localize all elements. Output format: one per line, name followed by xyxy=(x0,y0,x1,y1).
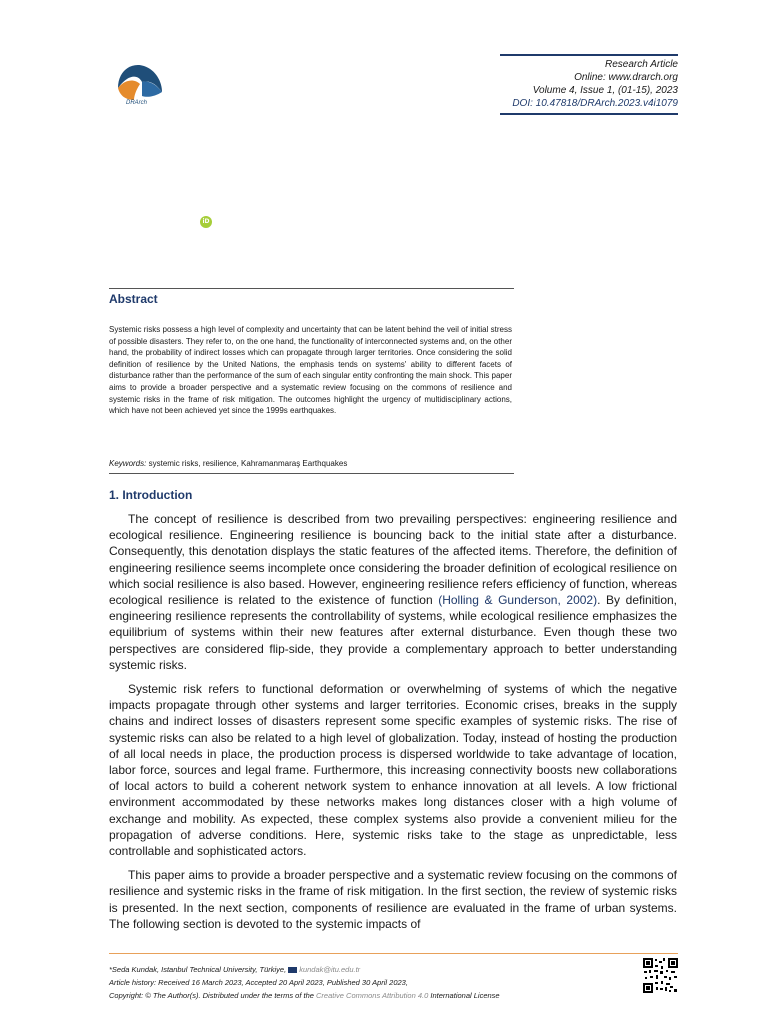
article-history: Article history: Received 16 March 2023, Accepted 20 April 2023, Published 30 April 2023, xyxy=(109,978,408,987)
body-text xyxy=(109,511,677,940)
paragraph-1: The concept of resilience is described from two prevailing perspectives: engineering resilience and ecological resilience. Engineering resilience is bouncing back to the initial state after a disturbance. Consequently, this denotation displays the static features of the affected items. Therefore, the definition of engineering resilience seems incomplete once considering the broader definition of ecological resilience on which social resilience is also based. However, engineering resilience refers efficiency of function, whereas ecological resilience is related to the existence of function (Holling & Gunderson, 2002). By definition, engineering resilience represents the controllability of systems, while ecological resilience emphasizes the equilibrium of systems within their new features after external disturbance. Even though these two perspectives are considered flip-side, they provide a complementary approach to better understanding systemic risks. xyxy=(109,512,678,672)
mail-icon xyxy=(288,967,297,973)
keywords-label: Keywords: xyxy=(109,459,147,468)
section-title-introduction: 1. Introduction xyxy=(109,488,193,502)
keywords xyxy=(109,459,347,468)
article-info-box xyxy=(500,54,678,115)
license-link[interactable]: Creative Commons Attribution 4.0 xyxy=(316,991,429,1000)
paragraph-2: Systemic risk refers to functional deformation or overwhelming of systems of which the negative impacts propagate through other systems and larger territories. Economic crises, breaks in the supply chains and indirect losses of disasters represent some specific examples of systemic risks. The rise of systemic risks can also be related to a high level of globalization. Today, instead of hosting the production of all local needs in place, the production process is dispersed worldwide to take advantage of location, labor force, sources and legal frame. Furthermore, this increasing connectivity boosts new collaborations of local actors to build a coherent network system to enhance innovation at all levels. A low frictional environment accommodated by these networks makes long distances closer with a high volume of exchange and mobility. As expected, these complex systems also provide a convenient milieu for the propagation of adverse conditions. Here, systemic risks take to the stage as unpredictable, less controllable and sophisticated actors. xyxy=(109,682,677,859)
abstract-text: Systemic risks possess a high level of complexity and uncertainty that can be latent behind the veil of initial stress of possible disasters. They refer to, on the one hand, the functionality of interconnected systems and, on the other hand, the probability of indirect losses which can propagate through larger territories. Once considering the solid definition of resilience by the United Nations, the emphasis tends on systems' ability to different facets of disturbance rather than the performance of the sum of each singular entity confronting the main shock. This paper aims to provide a broader perspective and a systematic review focusing on the commons of resilience and systemic risks in the frame of risk mitigation. The outcomes highlight the urgency of multidisciplinary actions, which have not been achieved yet since the 1999s earthquakes. xyxy=(109,325,512,416)
article-type: Research Article xyxy=(605,59,678,70)
footer-divider xyxy=(109,953,678,954)
doi-link[interactable]: DOI: 10.47818/DRArch.2023.v4i1079 xyxy=(512,98,678,109)
paragraph-3: This paper aims to provide a broader perspective and a systematic review focusing on the commons of resilience and systemic risks in the frame of risk mitigation. In the first section, the review of systemic risks is presented. In the next section, components of resilience are evaluated in the frame of urban systems. The following section is devoted to the systemic impacts of xyxy=(109,868,677,931)
citation-link[interactable]: (Holling & Gunderson, 2002) xyxy=(438,593,598,608)
footer xyxy=(109,963,629,1002)
keywords-list: systemic risks, resilience, Kahramanmaraş Earthquakes xyxy=(148,459,348,468)
author-affiliation: *Seda Kundak, Istanbul Technical University, Türkiye, xyxy=(109,965,287,974)
orcid-icon[interactable]: iD xyxy=(200,216,212,228)
abstract-box xyxy=(109,288,514,474)
drarch-logo xyxy=(112,60,164,106)
copyright-line: Copyright: © The Author(s). Distributed under the terms of the Creative Commons Attribution 4.0 International License xyxy=(109,991,500,1000)
online-url[interactable]: Online: www.drarch.org xyxy=(574,72,678,83)
volume-info: Volume 4, Issue 1, (01-15), 2023 xyxy=(532,85,678,96)
logo-text: DRArch xyxy=(126,100,148,106)
email-link[interactable]: kundak@itu.edu.tr xyxy=(299,965,361,974)
author-line xyxy=(109,963,629,976)
qr-code-icon xyxy=(642,957,679,994)
abstract-title: Abstract xyxy=(109,292,158,306)
